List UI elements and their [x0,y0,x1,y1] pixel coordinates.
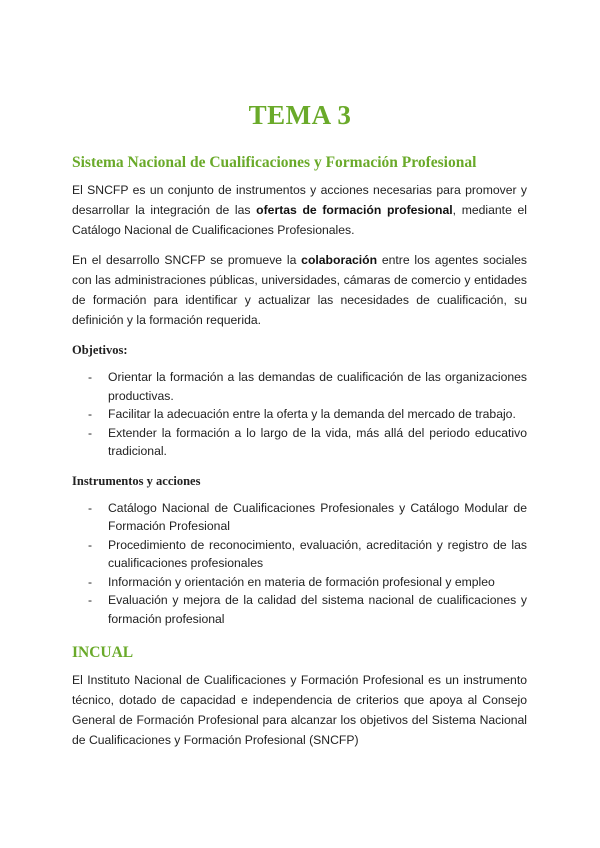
list-item [72,536,527,573]
list-item-text: Información y orientación en materia de formación profesional y empleo [108,574,495,589]
list-item [72,499,527,536]
text-run: entre los agentes sociales con las administraciones públicas, universidades, cámaras de comercio y entidades de formación para identificar y actualizar las necesidades de cualificación, su definición y la formación requerida. [72,253,528,327]
list-item-text: Facilitar la adecuación entre la oferta y la demanda del mercado de trabajo. [108,407,516,421]
bold-text-run: colaboración [301,253,378,267]
document-content [72,152,527,760]
list-item-text: Catálogo Nacional de Cualificaciones Profesionales y Catálogo Modular de Formación Profesional [108,500,527,533]
bold-text-run: ofertas de formación profesional [256,203,453,217]
list-marker: - [88,593,93,607]
subheading-instrumentos: Instrumentos y acciones [72,473,201,488]
paragraph-incual: El Instituto Nacional de Cualificaciones y Formación Profesional es un instrumento técnico, dotado de capacidad e independencia de criterios que apoya al Consejo General de Formación Profesional para alcanzar los objetivos del Sistema Nacional de Cualificaciones y Formación Profesional (SNCFP) [72,673,527,747]
list-item [72,424,527,461]
paragraph-sncfp-colaboracion [72,250,527,330]
list-item-text: Evaluación y mejora de la calidad del sistema nacional de cualificaciones y formación profesional [108,593,527,626]
text-run: En el desarrollo SNCFP se promueve la [72,253,302,267]
section-heading-incual: INCUAL [72,644,134,661]
subheading-objetivos: Objetivos: [72,343,128,357]
list-objetivos [72,368,527,461]
list-item [72,591,527,628]
list-instrumentos [72,499,527,629]
list-marker: - [88,537,93,552]
list-marker: - [88,370,93,384]
list-marker: - [88,407,93,421]
list-item [72,405,527,424]
list-item-text: Extender la formación a lo largo de la vida, más allá del periodo educativo tradicional. [108,425,527,458]
paragraph-sncfp-definition [72,180,527,240]
text-run: El SNCFP es un conjunto de instrumentos y acciones necesarias para promover y desarrollar la integración de las [72,183,527,217]
list-item [72,573,527,592]
page-title: TEMA 3 [248,100,352,130]
list-marker: - [88,425,93,440]
list-item-text: Orientar la formación a las demandas de cualificación de las organizaciones productivas. [108,370,527,403]
section-heading-sncfp: Sistema Nacional de Cualificaciones y Formación Profesional [72,154,477,171]
text-run: , mediante el Catálogo Nacional de Cualificaciones Profesionales. [72,203,528,237]
list-marker: - [88,574,93,589]
list-item-text: Procedimiento de reconocimiento, evaluación, acreditación y registro de las cualificaciones profesionales [108,537,527,570]
list-item [72,368,527,405]
list-marker: - [88,500,93,515]
